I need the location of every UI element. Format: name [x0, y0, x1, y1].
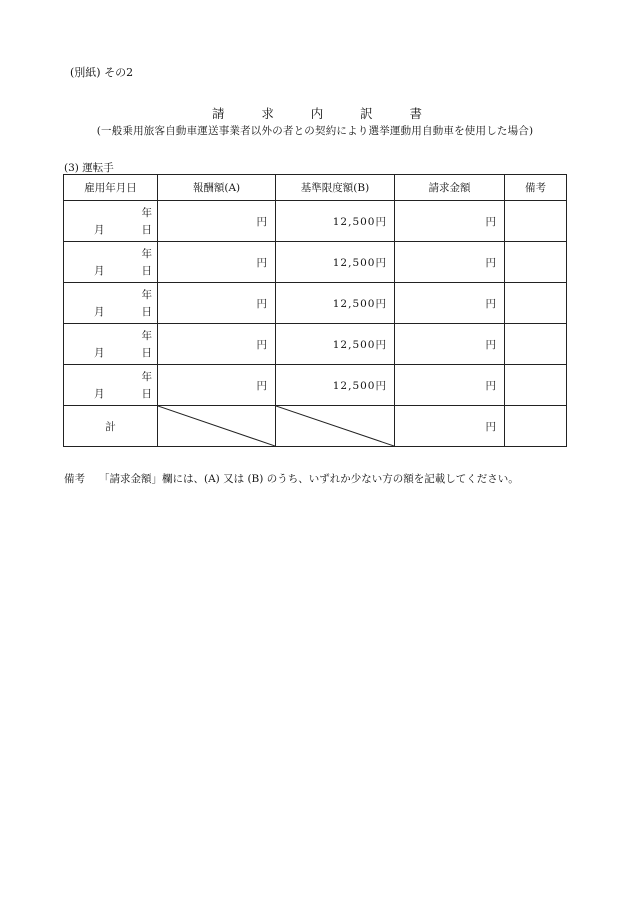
attachment-label: (別紙) その2	[70, 66, 134, 79]
day-unit: 日	[141, 347, 152, 359]
remarks-cell[interactable]	[505, 242, 567, 283]
employment-date-cell[interactable]	[64, 201, 158, 242]
remarks-cell[interactable]	[505, 324, 567, 365]
month-unit: 月	[94, 347, 105, 359]
note-label: 備考	[64, 473, 85, 485]
year-unit: 年	[141, 330, 152, 342]
month-unit: 月	[94, 224, 105, 236]
employment-date-cell[interactable]	[64, 324, 158, 365]
claim-amount-cell[interactable]: 円	[395, 201, 505, 242]
diagonal-strike	[276, 406, 394, 446]
diagonal-strike	[158, 406, 275, 446]
claim-total-cell[interactable]: 円	[395, 406, 505, 447]
employment-date-cell[interactable]	[64, 242, 158, 283]
table-row	[64, 283, 567, 324]
table-row	[64, 365, 567, 406]
month-unit: 月	[94, 265, 105, 277]
column-header: 備考	[505, 175, 567, 201]
claim-amount-cell[interactable]: 円	[395, 242, 505, 283]
section-label: (3) 運転手	[64, 162, 114, 174]
total-row	[64, 406, 567, 447]
year-unit: 年	[141, 371, 152, 383]
reward-amount-cell[interactable]: 円	[158, 283, 276, 324]
reward-amount-cell[interactable]: 円	[158, 201, 276, 242]
employment-date-cell[interactable]	[64, 283, 158, 324]
day-unit: 日	[141, 265, 152, 277]
table-row	[64, 324, 567, 365]
page-subtitle: (一般乗用旅客自動車運送事業者以外の者との契約により選挙運動用自動車を使用した場合)	[96, 125, 534, 137]
title-char: 請	[212, 106, 225, 121]
reward-total-crossed	[158, 406, 276, 447]
column-header: 雇用年月日	[64, 175, 158, 201]
year-unit: 年	[141, 289, 152, 301]
table-row	[64, 201, 567, 242]
reward-amount-cell[interactable]: 円	[158, 242, 276, 283]
title-char: 内	[310, 106, 324, 121]
column-header: 報酬額(A)	[158, 175, 276, 201]
note-text: 「請求金額」欄には、(A) 又は (B) のうち、いずれか少ない方の額を記載してください。	[99, 473, 519, 485]
month-unit: 月	[94, 388, 105, 400]
column-header: 請求金額	[395, 175, 505, 201]
claim-amount-cell[interactable]: 円	[395, 324, 505, 365]
reward-amount-cell[interactable]: 円	[158, 365, 276, 406]
day-unit: 日	[141, 388, 152, 400]
claim-amount-cell[interactable]: 円	[395, 283, 505, 324]
day-unit: 日	[141, 224, 152, 236]
title-char: 書	[409, 106, 422, 121]
remarks-total-cell[interactable]	[505, 406, 567, 447]
employment-date-cell[interactable]	[64, 365, 158, 406]
limit-total-crossed	[276, 406, 395, 447]
year-unit: 年	[141, 248, 152, 260]
remarks-cell[interactable]	[505, 365, 567, 406]
remarks-cell[interactable]	[505, 201, 567, 242]
claim-amount-cell[interactable]: 円	[395, 365, 505, 406]
limit-amount-cell: 12,500円	[276, 242, 395, 283]
table-header-row	[64, 175, 567, 201]
title-char: 訳	[360, 106, 373, 121]
page-title	[212, 104, 422, 122]
limit-amount-cell: 12,500円	[276, 365, 395, 406]
total-label: 計	[64, 406, 158, 447]
day-unit: 日	[141, 306, 152, 318]
column-header: 基準限度額(B)	[276, 175, 395, 201]
month-unit: 月	[94, 306, 105, 318]
footer-note	[64, 471, 519, 486]
claim-table	[63, 174, 567, 447]
table-row	[64, 242, 567, 283]
year-unit: 年	[141, 207, 152, 219]
remarks-cell[interactable]	[505, 283, 567, 324]
limit-amount-cell: 12,500円	[276, 201, 395, 242]
limit-amount-cell: 12,500円	[276, 324, 395, 365]
reward-amount-cell[interactable]: 円	[158, 324, 276, 365]
limit-amount-cell: 12,500円	[276, 283, 395, 324]
title-char: 求	[261, 106, 274, 121]
